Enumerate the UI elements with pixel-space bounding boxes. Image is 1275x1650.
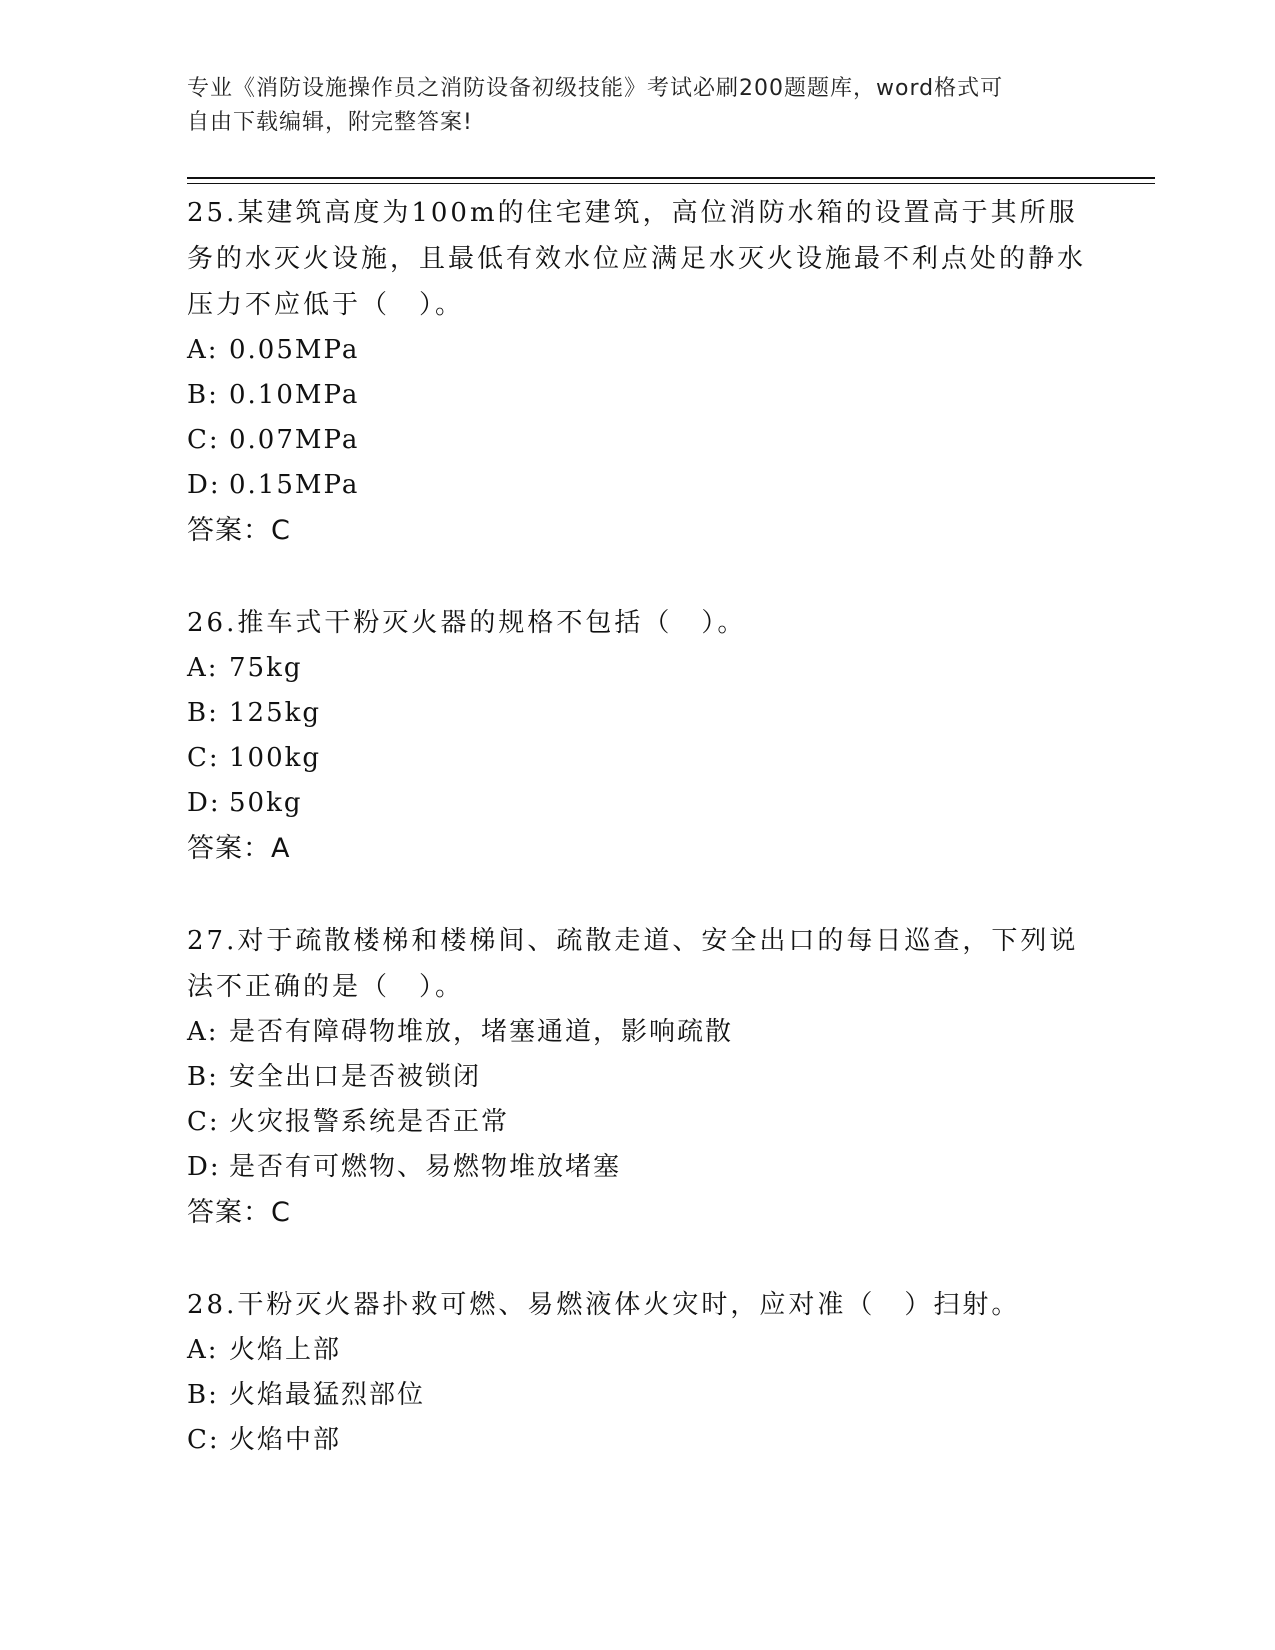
header-line-1: 专业《消防设施操作员之消防设备初级技能》考试必刷200题题库，word格式可: [187, 76, 1004, 101]
page-header: [187, 72, 1087, 140]
option-value: 0.07MPa: [229, 425, 360, 455]
option-c: [187, 1418, 1087, 1463]
option-key: C:: [187, 1107, 220, 1137]
option-key: D:: [187, 1152, 221, 1182]
option-key: C:: [187, 1425, 220, 1455]
option-value: 0.15MPa: [229, 470, 360, 500]
option-value: 火焰最猛烈部位: [229, 1380, 426, 1410]
option-key: A:: [187, 653, 219, 683]
question-list: [187, 190, 1087, 1509]
option-value: 火焰中部: [229, 1425, 342, 1455]
option-a: [187, 1328, 1087, 1373]
question-26: [187, 600, 1087, 872]
option-d: [187, 781, 1087, 826]
option-value: 安全出口是否被锁闭: [229, 1062, 482, 1092]
question-text: 26.推车式干粉灭火器的规格不包括（ ）。: [187, 608, 747, 638]
option-value: 100kg: [229, 743, 322, 773]
option-value: 75kg: [229, 653, 303, 683]
header-divider-thin: [187, 183, 1155, 184]
question-25: [187, 190, 1087, 554]
question-text: 27.对于疏散楼梯和楼梯间、疏散走道、安全出口的每日巡查，下列说法不正确的是（ ）。: [187, 926, 1079, 1002]
option-b: [187, 1055, 1087, 1100]
option-key: B:: [187, 1062, 219, 1092]
option-value: 是否有可燃物、易燃物堆放堵塞: [229, 1152, 622, 1182]
option-value: 火灾报警系统是否正常: [229, 1107, 510, 1137]
option-value: 50kg: [229, 788, 303, 818]
option-key: B:: [187, 380, 219, 410]
answer-line: 答案：C: [187, 515, 291, 546]
option-a: [187, 1010, 1087, 1055]
option-key: D:: [187, 788, 221, 818]
option-c: [187, 1100, 1087, 1145]
option-value: 0.10MPa: [229, 380, 360, 410]
option-key: A:: [187, 335, 219, 365]
answer-line: 答案：A: [187, 833, 291, 864]
option-key: B:: [187, 1380, 219, 1410]
option-d: [187, 1145, 1087, 1190]
option-value: 0.05MPa: [229, 335, 360, 365]
header-divider-thick: [187, 177, 1155, 179]
option-key: A:: [187, 1335, 219, 1365]
option-b: [187, 691, 1087, 736]
option-b: [187, 1373, 1087, 1418]
option-value: 125kg: [229, 698, 322, 728]
option-key: B:: [187, 698, 219, 728]
option-key: A:: [187, 1017, 219, 1047]
option-c: [187, 418, 1087, 463]
option-key: C:: [187, 743, 220, 773]
question-text: 25.某建筑高度为100m的住宅建筑，高位消防水箱的设置高于其所服务的水灭火设施，且最低有效水位应满足水灭火设施最不利点处的静水压力不应低于（ ）。: [187, 198, 1087, 320]
option-a: [187, 646, 1087, 691]
option-key: D:: [187, 470, 221, 500]
option-d: [187, 463, 1087, 508]
option-a: [187, 328, 1087, 373]
question-27: [187, 918, 1087, 1236]
option-key: C:: [187, 425, 220, 455]
option-c: [187, 736, 1087, 781]
question-text: 28.干粉灭火器扑救可燃、易燃液体火灾时，应对准（ ）扫射。: [187, 1290, 1021, 1320]
option-value: 火焰上部: [229, 1335, 342, 1365]
header-line-2: 自由下载编辑，附完整答案!: [187, 110, 473, 135]
option-b: [187, 373, 1087, 418]
answer-line: 答案：C: [187, 1197, 291, 1228]
question-28: [187, 1282, 1087, 1463]
option-value: 是否有障碍物堆放，堵塞通道，影响疏散: [229, 1017, 734, 1047]
